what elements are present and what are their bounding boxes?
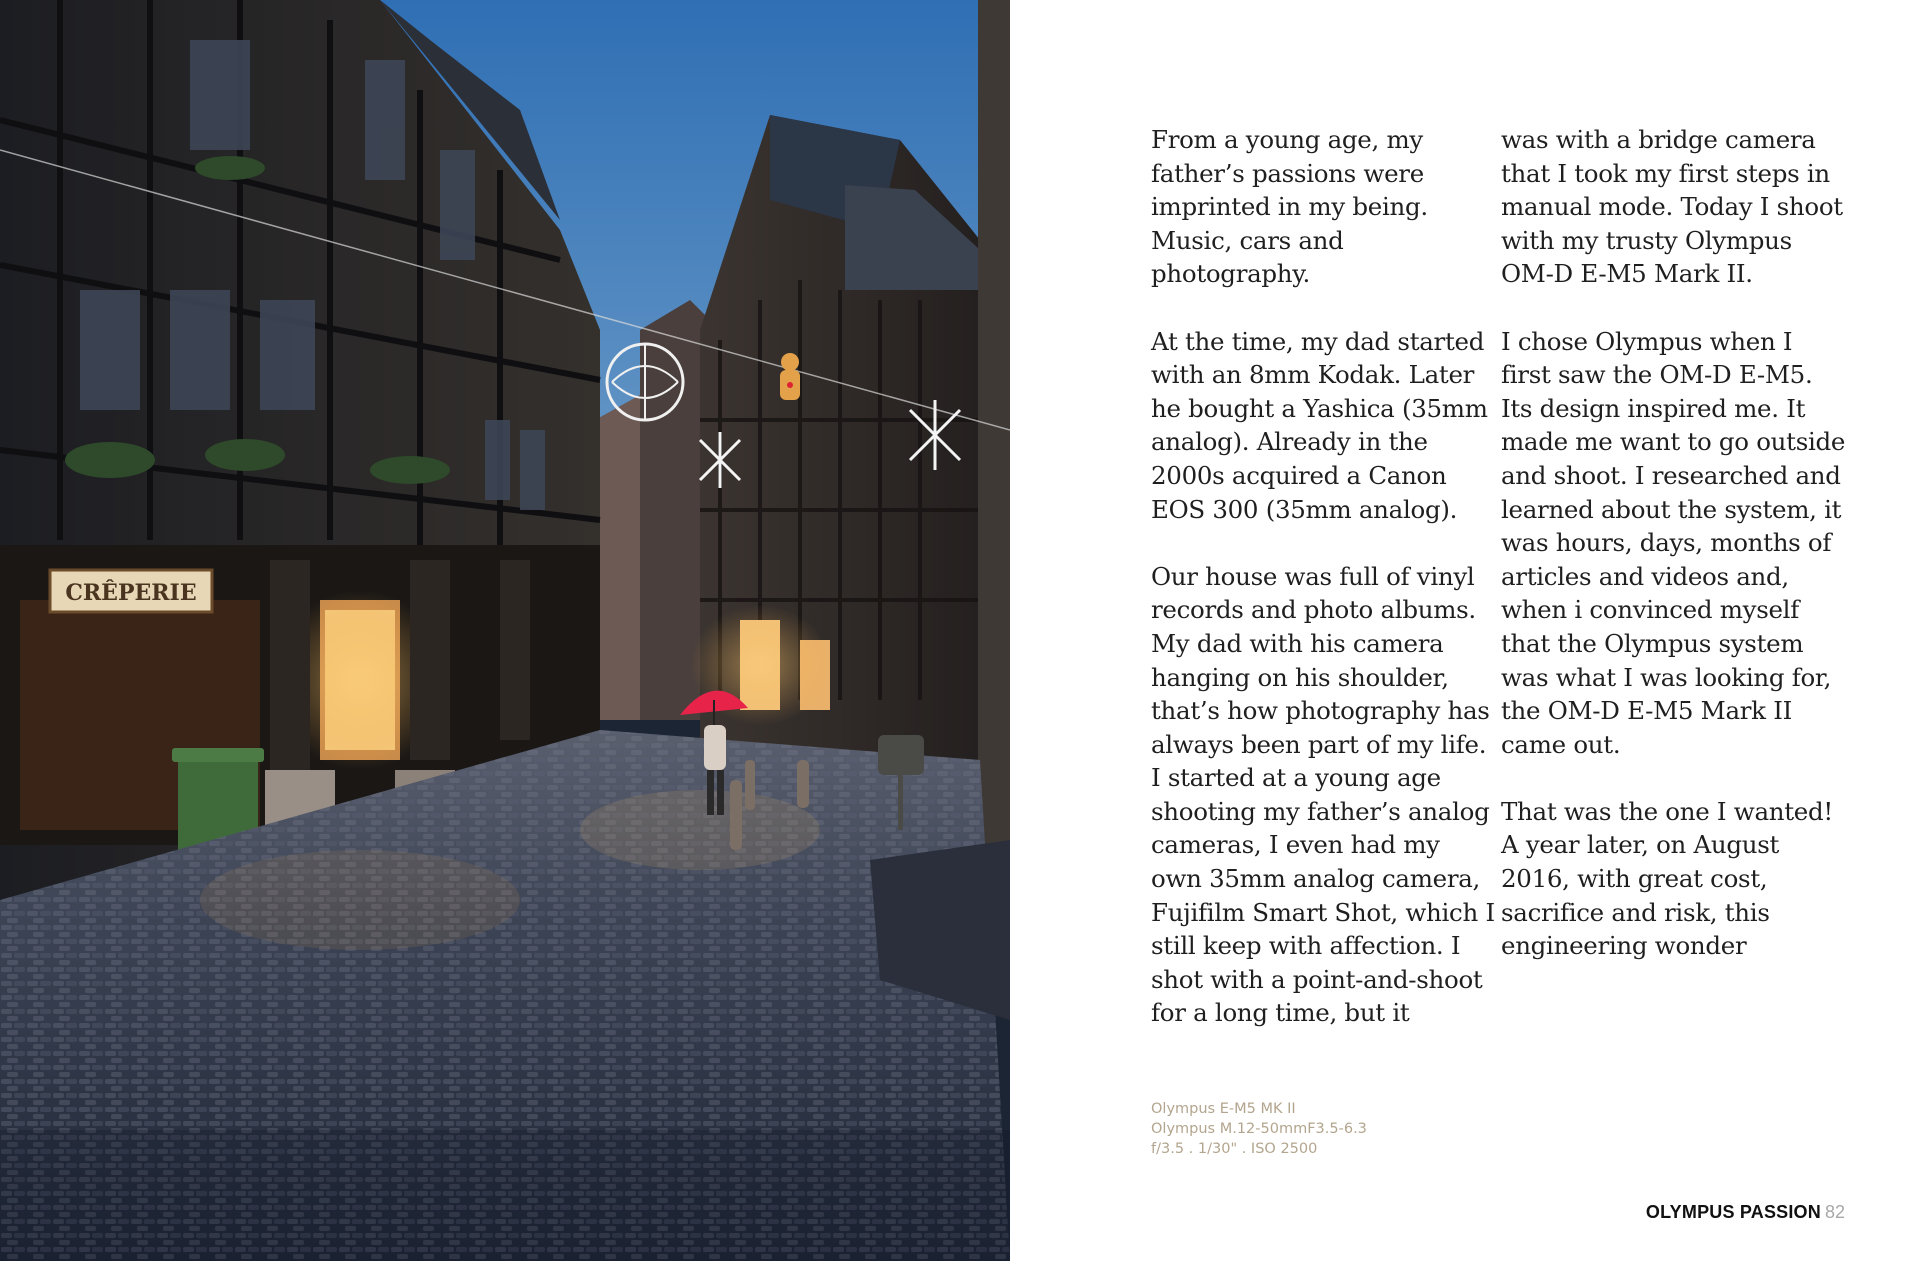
paragraph-purchase: That was the one I wanted! A year later, on August 2016, with great cost, sacrifice and risk, this engineering wonder: [1501, 796, 1833, 961]
paragraph-bridge-camera: was with a bridge camera that I took my first steps in manual mode. Today I shoot with my trusty Olympus OM-D E-M5 Mark II.: [1501, 125, 1843, 289]
gingerbread-ornament-icon: [780, 353, 800, 400]
article-column-left: [1151, 123, 1496, 1030]
paragraph-house-memories: Our house was full of vinyl records and photo albums. My dad with his camera hanging on his shoulder, that’s how photography has always been part of my life. I started at a young age shooting my father’s analog cameras, I even had my own 35mm analog camera, Fujifilm Smart Shot, which I still keep with affection. I shot with a point-and-shoot for a long time, but it: [1151, 561, 1495, 1028]
caption-camera: Olympus E-M5 MK II: [1151, 1101, 1296, 1117]
paragraph-choosing-olympus: I chose Olympus when I first saw the OM-D E-M5. Its design inspired me. It made me want to go outside and shoot. I researched and learned about the system, it was hours, days, months of articles and videos and, when i convinced myself that the Olympus system was what I was looking for, the OM-D E-M5 Mark II came out.: [1501, 326, 1846, 759]
paragraph-dads-cameras: At the time, my dad started with an 8mm Kodak. Later he bought a Yashica (35mm analog). Already in the 2000s acquired a Canon EOS 300 (35mm analog).: [1151, 326, 1488, 524]
page-number: 82: [1824, 1202, 1845, 1222]
shop-sign-text: CRÊPERIE: [65, 580, 197, 606]
paragraph-early-passions: From a young age, my father’s passions were imprinted in my being. Music, cars and photography.: [1151, 125, 1428, 289]
caption-settings: f/3.5 . 1/30" . ISO 2500: [1151, 1141, 1318, 1157]
article-column-right: [1501, 123, 1846, 963]
caption-lens: Olympus M.12-50mmF3.5-6.3: [1151, 1121, 1367, 1137]
page-footer: [1646, 1201, 1845, 1223]
photo-caption: [1151, 1099, 1367, 1159]
magazine-title: OLYMPUS PASSION: [1645, 1202, 1821, 1222]
